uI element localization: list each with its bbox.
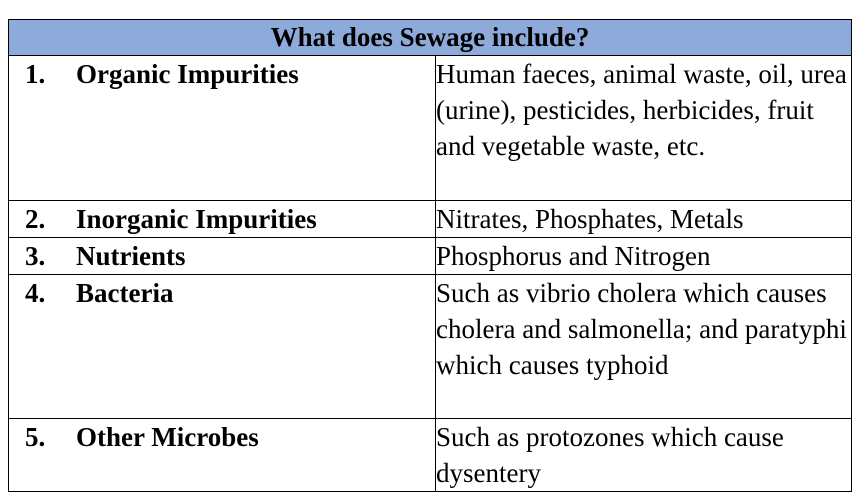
category-label: Inorganic Impurities	[76, 204, 317, 234]
category-cell	[9, 419, 436, 492]
table-row	[9, 419, 852, 492]
row-number: 2.	[25, 204, 46, 234]
category-label: Other Microbes	[76, 422, 259, 452]
category-label: Bacteria	[76, 278, 174, 308]
row-number: 4.	[25, 278, 46, 308]
description-text: Phosphorus and Nitrogen	[436, 241, 711, 271]
category-label: Organic Impurities	[76, 59, 299, 89]
row-number: 5.	[25, 422, 46, 452]
description-text: Human faeces, animal waste, oil, urea (urine), pesticides, herbicides, fruit and vegetable waste, etc.	[436, 59, 847, 161]
description-cell	[436, 201, 852, 238]
description-cell	[436, 275, 852, 419]
category-cell	[9, 238, 436, 275]
row-number: 3.	[25, 241, 46, 271]
table-header-row	[9, 20, 852, 56]
table-title: What does Sewage include?	[9, 20, 852, 56]
description-text: Such as protozones which cause dysentery	[436, 422, 784, 488]
description-text: Nitrates, Phosphates, Metals	[436, 204, 744, 234]
description-cell	[436, 238, 852, 275]
row-number: 1.	[25, 59, 46, 89]
category-cell	[9, 275, 436, 419]
table-row	[9, 275, 852, 419]
sewage-table	[8, 19, 852, 492]
description-text: Such as vibrio cholera which causes cholera and salmonella; and paratyphi which causes typhoid	[436, 278, 847, 380]
table-row	[9, 56, 852, 201]
category-cell	[9, 201, 436, 238]
category-label: Nutrients	[76, 241, 186, 271]
description-cell	[436, 419, 852, 492]
description-cell	[436, 56, 852, 201]
table-row	[9, 238, 852, 275]
category-cell	[9, 56, 436, 201]
table-row	[9, 201, 852, 238]
